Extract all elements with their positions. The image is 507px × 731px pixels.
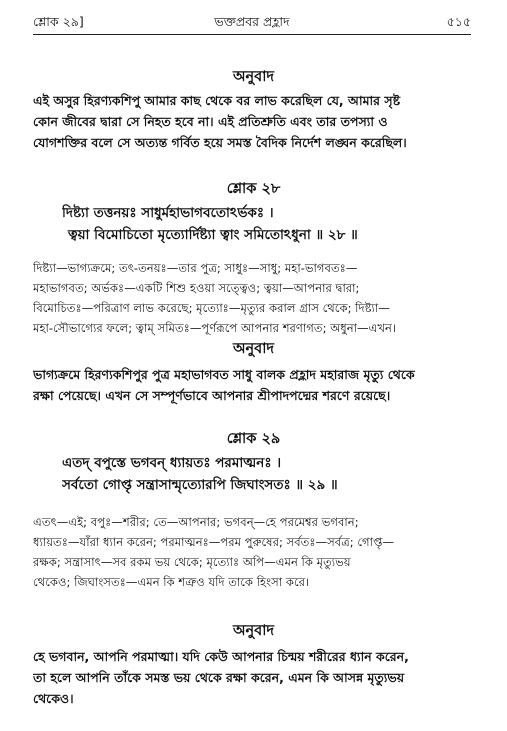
header-chapter-title: ভক্তপ্রবর প্রহ্লাদ (214, 14, 290, 29)
translation-1-line: কোন জীবের দ্বারা সে নিহত হবে না। এই প্রতিশ্রুতি এবং তার তপস্যা ও (33, 114, 388, 129)
verse-line: সর্বতো গোপ্তৃ সন্ত্রাসান্মৃত্যোরপি জিঘাংসতঃ ॥ ২৯ ॥ (62, 477, 338, 493)
verse-line: দিষ্ট্যা তত্তনয়ঃ সাধুর্মহাভাগবতোঽর্ভকঃ । (62, 205, 274, 221)
translation-heading-1: অনুবাদ (232, 69, 275, 85)
translation-line: হে ভগবান, আপনি পরমাত্মা। যদি কেউ আপনার চিন্ময় শরীরের ধ্যান করেন, (33, 649, 409, 664)
translation-line: ভাগ্যক্রমে হিরণ্যকশিপুর পুত্র মহাভাগবত সাধু বালক প্রহ্লাদ মহারাজ মৃত্যু থেকে (33, 367, 415, 382)
verse-line: এতদ্ বপুস্তে ভগবন্ ধ্যায়তঃ পরমাত্মনঃ । (62, 455, 282, 471)
gloss-line: বিমোচিতঃ—পরিত্রাণ লাভ করেছে; মৃত্যোঃ—মৃত্যুর করাল গ্রাস থেকে; দিষ্ট্যা— (33, 301, 390, 315)
translation-1 (33, 90, 471, 153)
gloss-line: থেকেও; জিঘাংসতঃ—এমন কি শত্রুও যদি তাকে হিংসা করে। (33, 575, 310, 589)
gloss-line: মহাভাগবত; অর্ভকঃ—একটি শিশু হওয়া সত্ত্বেও; ত্বয়া—আপনার দ্বারা; (33, 281, 360, 295)
header-sloka-ref: শ্লোক ২৯] (33, 14, 84, 29)
sloka-29-verse (62, 452, 471, 496)
sloka-28-verse (62, 202, 471, 246)
sloka-28-word-meanings (33, 258, 471, 338)
sloka-28-translation-heading: অনুবাদ (232, 341, 275, 357)
translation-line: রক্ষা পেয়েছে। এখন সে সম্পূর্ণভাবে আপনার শ্রীপাদপদ্মের শরণে রয়েছে। (33, 388, 391, 403)
translation-line: থেকেও। (33, 691, 74, 706)
gloss-line: এতৎ—এই; বপুঃ—শরীর; তে—আপনার; ভগবন্—হে পরমেশ্বর ভগবান; (33, 515, 359, 529)
gloss-line: ধ্যায়তঃ—যাঁরা ধ্যান করেন; পরমাত্মনঃ—পরম পুরুষের; সর্বতঃ—সর্বত্র; গোপ্তৃ— (33, 535, 395, 549)
page-header (33, 14, 471, 34)
translation-1-line: এই অসুর হিরণ্যকশিপু আমার কাছ থেকে বর লাভ করেছিল যে, আমার সৃষ্ট (33, 93, 401, 108)
sloka-28-translation (33, 364, 471, 406)
sloka-29-word-meanings (33, 512, 471, 592)
sloka-29-translation (33, 646, 471, 709)
sloka-29-heading: শ্লোক ২৯ (226, 431, 281, 447)
sloka-28-heading: শ্লোক ২৮ (226, 181, 281, 197)
header-page-number: ৫১৫ (446, 14, 471, 29)
translation-line: তা হলে আপনি তাঁকে সমস্ত ভয় থেকে রক্ষা করেন, এমন কি আসন্ন মৃত্যুভয় (33, 670, 405, 685)
gloss-line: দিষ্ট্যা—ভাগ্যক্রমে; তৎ-তনয়ঃ—তার পুত্র; সাধুঃ—সাধু; মহা-ভাগবতঃ— (33, 261, 358, 275)
translation-1-line: যোগশক্তির বলে সে অত্যন্ত গর্বিত হয়ে সমস্ত বৈদিক নির্দেশ লঙ্ঘন করেছিল। (33, 135, 407, 150)
gloss-line: মহা-সৌভাগ্যের ফলে; ত্বাম্ সমিতঃ—পূর্ণরূপে আপনার শরণাগত; অধুনা—এখন। (33, 321, 397, 335)
verse-line: ত্বয়া বিমোচিতো মৃত্যোর্দিষ্ট্যা ত্বাং সমিতোঽধুনা ॥ ২৮ ॥ (68, 227, 358, 243)
sloka-29-translation-heading: অনুবাদ (232, 623, 275, 639)
header-rule (33, 34, 471, 35)
gloss-line: রক্ষক; সন্ত্রাসাৎ—সব রকম ভয় থেকে; মৃত্যোঃ অপি—এমন কি মৃত্যুভয় (33, 555, 351, 569)
